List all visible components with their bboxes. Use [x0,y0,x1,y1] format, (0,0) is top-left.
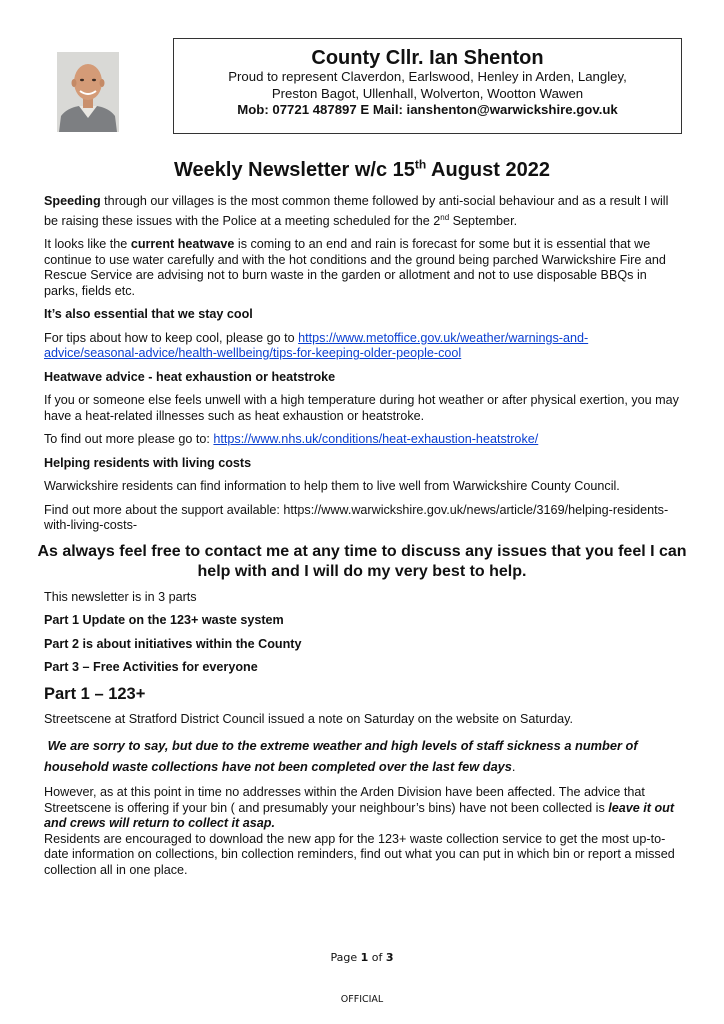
councillor-name: County Cllr. Ian Shenton [311,47,544,69]
app-paragraph: Residents are encouraged to download the new app for the 123+ waste collection service to get the most up-to-date information on collections, bin collection reminders, find out what you can put in which bin or report a missed collection all in one place. [44,831,675,877]
apology-paragraph [44,735,680,777]
metoffice-link[interactable]: https://www.metoffice.gov.uk/weather/warnings-and-advice/seasonal-advice/health-wellbeing/tips-for-keeping-older-people-cool [44,330,589,361]
part2-item: Part 2 is about initiatives within the County [44,636,302,651]
speeding-sup: nd [440,212,450,222]
advice-bold: leave it out and crews will return to collect it asap. [44,800,675,831]
parts-intro: This newsletter is in 3 parts [44,589,197,604]
page-total: 3 [385,951,394,964]
heatstroke-paragraph: If you or someone else feels unwell with a high temperature during hot weather or after physical exertion, you may have a heat-related illnesses such as heat exhaustion or heatstroke. [44,393,679,423]
heatstroke-heading: Heatwave advice - heat exhaustion or heatstroke [44,369,336,384]
speeding-end: September. [449,213,518,228]
represent-line-1: Proud to represent Claverdon, Earlswood, Henley in Arden, Langley, [228,69,627,84]
heatwave-pre: It looks like the [44,237,131,252]
stay-cool-paragraph [44,331,680,362]
contact-callout: As always feel free to contact me at any time to discuss any issues that you feel I can help with and I will do my very best to help. [37,542,687,580]
page-current: 1 [360,951,369,964]
heatwave-post: is coming to an end and rain is forecast for some but it is essential that we continue to use water carefully and with the hot conditions and the ground being parched Warwickshire Fire and Rescue Service are advising not to burn waste in the garden or allotment and not to use disposable BBQs in parks, fields etc. [44,237,666,298]
title-sup: th [414,157,427,172]
title-suffix: August 2022 [426,159,550,181]
stay-cool-text: For tips about how to keep cool, please go to [44,330,299,345]
newsletter-title [0,158,724,182]
living-costs-heading: Helping residents with living costs [44,455,252,470]
page-word: Page [330,951,361,964]
apology-end: . [511,759,516,775]
represent-line-2: Preston Bagot, Ullenhall, Wolverton, Wootton Wawen [271,85,584,101]
heatstroke-find-text: To find out more please go to: [44,432,214,447]
heatwave-paragraph [44,237,680,299]
heatstroke-find-paragraph [44,432,680,448]
living-costs-support: Find out more about the support available: https://www.warwickshire.gov.uk/news/article/3169/helping-residents-with-living-costs- [44,502,669,533]
title-prefix: Weekly Newsletter w/c 15 [174,159,415,181]
speeding-paragraph [44,194,680,229]
heatwave-bold: current heatwave [130,237,235,252]
councillor-photo [57,52,119,132]
part1-item: Part 1 Update on the 123+ waste system [44,613,284,628]
speeding-text: through our villages is the most common theme followed by anti-social behaviour and as a result I will be raising these issues with the Police at a meeting scheduled for the 2 [44,194,669,228]
part3-item: Part 3 – Free Activities for everyone [44,660,258,675]
advice-paragraph [44,785,680,832]
newsletter-body [37,194,687,878]
councillor-header [173,38,682,134]
streetscene-note: Streetscene at Stratford District Council issued a note on Saturday on the website on Saturday. [44,711,573,726]
advice-text: However, as at this point in time no addresses within the Arden Division have been affected. The advice that Streetscene is offering if your bin ( and presumably your neighbour’s bins) have not been collected is [44,785,645,815]
nhs-link[interactable]: https://www.nhs.uk/conditions/heat-exhaustion-heatstroke/ [213,432,539,447]
speeding-bold: Speeding [44,194,101,208]
contact-line: Mob: 07721 487897 E Mail: ianshenton@warwickshire.gov.uk [237,102,618,117]
part1-heading: Part 1 – 123+ [44,684,146,703]
living-costs-paragraph: Warwickshire residents can find information to help them to live well from Warwickshire County Council. [44,479,620,494]
stay-cool-heading: It’s also essential that we stay cool [44,307,253,322]
apology-text: We are sorry to say, but due to the extreme weather and high levels of staff sickness a number of household waste collections have not been completed over the last few days [44,738,638,775]
page-of: of [368,951,386,964]
page-number [0,950,724,966]
classification-label: OFFICIAL [340,994,384,1005]
